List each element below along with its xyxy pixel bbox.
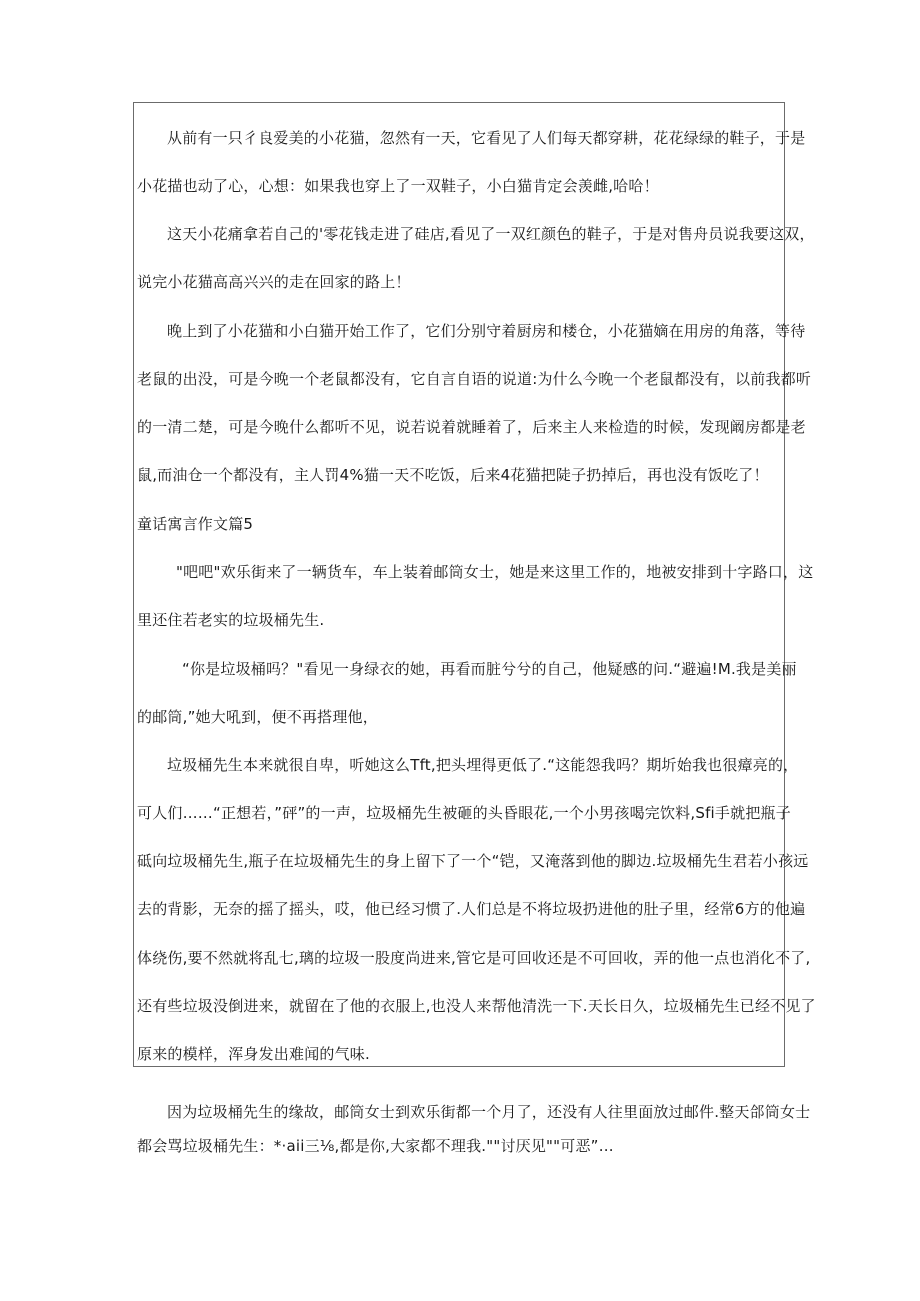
- paragraph-3-line-1: 晚上到了小花猫和小白猫开始工作了，它们分别守着厨房和楼仓，小花猫嫡在用房的角落，等待: [167, 322, 806, 340]
- paragraph-1-line-2: 小花描也动了心，心想：如果我也穿上了一双鞋子，小白猫肯定会羡雌,哈哈！: [137, 177, 659, 195]
- paragraph-2-line-1: 这天小花痛拿若自己的'零花钱走进了硅店,看见了一双红颜色的鞋子，于是对售舟员说我要这双，: [167, 225, 815, 243]
- paragraph-6-line-6: 还有些垃圾没倒进来，就留在了他的衣服上,也没人来帮他清洗一下.天长日久，垃圾桶先生已经不见了: [137, 997, 816, 1015]
- paragraph-2-line-2: 说完小花猫高高兴兴的走在回家的路上！: [137, 273, 411, 291]
- paragraph-3-line-4: 鼠,而油仓一个都没有，主人罚4%猫一天不吃饭，后来4花猫把陡子扔掉后，再也没有饭吃了！: [137, 466, 769, 484]
- paragraph-7-line-1: 因为垃圾桶先生的缘故，邮筒女士到欢乐街都一个月了，还没有人往里面放过邮件.整天郃筒女士: [167, 1103, 811, 1121]
- paragraph-4-line-1: "吧吧"欢乐街来了一辆货车，车上装着邮筒女士，她是来这里工作的，地被安排到十字路口，这: [176, 563, 814, 581]
- paragraph-3-line-2: 老鼠的出没，可是今晚一个老鼠都没有，它自言自语的说道:为什么今晚一个老鼠都没有，以前我都听: [137, 370, 812, 388]
- paragraph-3-line-3: 的一清二楚，可是今晚什么都听不见，说若说着就睡着了，后来主人来检造的时候，发现阚房都是老: [137, 418, 806, 436]
- paragraph-6-line-1: 垃圾桶先生本来就很自卑，听她这么Tft,把头埋得更低了.“这能怨我吗？期圻始我也很瘴亮的，: [167, 756, 799, 774]
- paragraph-5-line-2: 的邮筒,”她大吼到，便不再搭理他，: [137, 708, 378, 726]
- paragraph-7-line-2: 都会骂垃圾桶先生：*·aii三⅛,都是你,大家都不理我.""讨厌见""可恶”…: [137, 1137, 614, 1155]
- paragraph-1-line-1: 从前有一只彳良爱美的小花猫，忽然有一天，它看见了人们每天都穿耕，花花绿绿的鞋子，于是: [167, 129, 806, 147]
- document-frame: [133, 102, 785, 1067]
- paragraph-6-line-5: 体绕伤,要不然就将乱七,璃的垃圾一股度尚进来,管它是可回收还是不可回收，弄的他一点也消化不了,: [137, 949, 811, 967]
- paragraph-6-line-2: 可人们……“正想若，”砰”的一声，垃圾桶先生被砸的头昏眼花,一个小男孩喝完饮料,Sfi手就把瓶子: [137, 804, 791, 822]
- paragraph-6-line-3: 砥向垃圾桶先生,瓶子在垃圾桶先生的身上留下了一个“铠，又淹落到他的脚边.垃圾桶先生君若小孩远: [137, 852, 809, 870]
- paragraph-6-line-7: 原来的模样，浑身发出难闻的气味.: [137, 1045, 370, 1063]
- section-heading: 童话寓言作文篇5: [137, 515, 254, 533]
- paragraph-5-line-1: “你是垃圾桶吗？"看见一身绿衣的她，再看而脏兮兮的自己，他疑感的问.“避遍!M.我是美丽: [182, 660, 797, 678]
- paragraph-4-line-2: 里还住若老实的垃圾桶先生.: [137, 611, 325, 629]
- paragraph-6-line-4: 去的背影，无奈的摇了摇头，哎，他已经习惯了.人们总是不将垃圾扔进他的肚子里，经常6方的他遍: [137, 900, 806, 918]
